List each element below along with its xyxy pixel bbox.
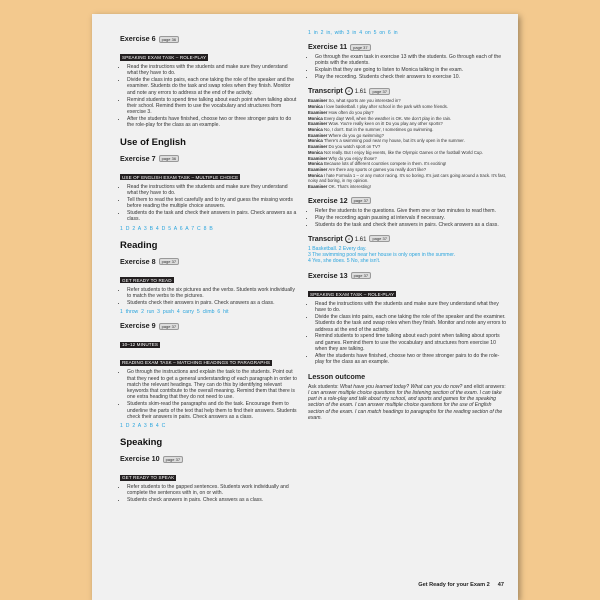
exercise-11-list [308,54,508,80]
list-item: • Read the instructions with the students and make sure they understand what they have to do. [315,301,508,314]
answer-line: 3 The swimming pool near her house is only open in the summer. [308,252,456,259]
speech-text: How often do you play? [327,109,374,115]
page-number: 47 [497,582,504,588]
speaker-name: Examiner [308,109,328,115]
answers: 1 D 2 A 3 B 4 C [120,423,166,430]
exercise-13-title: Exercise 13 page 37 [308,271,508,280]
exercise-12-title: Exercise 12 page 37 [308,196,508,205]
speaker-name: Monica [308,115,323,121]
list-item: • Divide the class into pairs, each one taking the role of the speaker and the examiner. Students do the task and swap roles when they finish. Monitor and note any errors to address at the end of the activity. [315,314,508,333]
speaker-name: Examiner [308,184,328,190]
list-item: • Tell them to read the text carefully and to try and guess the missing words before reading the multiple choice answers. [127,197,298,210]
speaker-name: Examiner [308,98,328,104]
task-label: USE OF ENGLISH EXAM TASK – MULTIPLE CHOICE [122,174,239,180]
lesson-outcome-title: Lesson outcome [308,371,366,381]
exercise-12-list [308,208,508,228]
speaker-name: Monica [308,161,323,167]
speech-text: OK. That's interesting! [327,184,371,190]
exercise-7-title: Exercise 7 page 36 [120,154,298,163]
list-item: • Remind students to spend time talking about each point when talking about their school. Remind them to use the vocabulary and structures from exercise 3. [127,97,298,116]
task-label: SPEAKING EXAM TASK – ROLE-PLAY [310,291,395,297]
page-ref: page 36 [159,155,179,162]
list-item: • Go through the exam task in exercise 13 with the students. Go through each of the points with the students. [315,54,508,67]
page-ref: page 37 [159,258,179,265]
list-item: • Refer the students to the questions. Give them one or two minutes to read them. [315,208,508,214]
speaker-name: Examiner [308,144,328,150]
list-item: • Read the instructions with the students and make sure they understand what they have to do. [127,184,298,197]
speaker-name: Examiner [308,155,328,161]
answer-line: 4 Yes, she does. 5 No, she isn't. [308,258,381,265]
book-page [92,14,518,600]
left-column [120,28,298,504]
answer-line: 1 Basketball. 2 Every day. [308,245,367,252]
transcript-line [308,184,508,190]
list-item: • Students skim-read the paragraphs and do the task. Encourage them to underline the parts of the text that help them to find their answers. Students check their answers in pairs. Check answers as a class. [127,401,298,420]
speaker-name: Examiner [308,132,328,138]
speech-text: Every day! Well, when the weather is OK. We don't play in the rain. [322,115,452,121]
speech-text: Wow. You're really keen on it! Do you play any other sports? [327,121,443,127]
speaker-name: Examiner [308,166,328,172]
exercise-10-title: Exercise 10 page 37 [120,454,298,463]
transcript-title: Transcript ♫ 1.61 page 37 [308,86,508,95]
exercise-8-list [120,287,298,306]
transcript-title: Transcript ♫ 1.61 page 37 [308,234,508,243]
speaker-name: Monica [308,149,323,155]
list-item: • After the students have finished, choose two or three stronger pairs to do the role-play for the class as an example. [315,353,508,366]
transcript [308,98,508,189]
footer-label: Get Ready for your Exam 2 [418,582,490,588]
page-ref: page 37 [369,235,389,242]
page-ref: page 37 [350,44,370,51]
speech-text: I love basketball. I play after school in the park with some friends. [322,104,448,110]
audio-icon: ♫ [345,235,353,243]
page-ref: page 37 [351,197,371,204]
task-label: SPEAKING EXAM TASK – ROLE-PLAY [122,55,207,60]
page-ref: page 37 [163,456,183,463]
speech-text: Where do you go swimming? [327,132,384,138]
list-item: • Remind students to spend time talking about each point when talking about sports and games. Remind them to use the vocabulary and structures from exercise 10 when they are talking. [315,333,508,352]
page-ref: page 37 [351,272,371,279]
section-heading: Use of English [120,136,186,148]
page-ref: page 37 [159,323,179,330]
task-label: GET READY TO SPEAK [122,475,175,481]
exercise-9-title: Exercise 9 page 37 [120,321,298,330]
speech-text: I hate Formula 1 – or any motor racing. It's so boring. It's just cars going around a track. It's fast, noisy and boring, in my opinion. [308,172,507,184]
list-item: • Play the recording. Students check their answers to exercise 10. [315,74,508,80]
list-item: • After the students have finished, choose two or three stronger pairs to do the role-play for the class as an example. [127,116,298,129]
speaker-name: Monica [308,138,323,144]
list-item: • Students do the task and check their answers in pairs. Check answers as a class. [315,222,508,228]
speech-text: Do you watch sport on TV? [327,144,381,150]
speech-text: No, I don't. But in the summer, I sometimes go swimming. [322,126,434,132]
right-column [308,28,508,421]
task-label: READING EXAM TASK – MATCHING HEADINGS TO PARAGRAPHS [122,360,271,366]
time-label: 10–12 MINUTES [122,342,159,348]
section-heading: Reading [120,239,158,251]
exercise-13-list [308,301,508,366]
list-item: • Read the instructions with the students and make sure they understand what they have to do. [127,64,298,77]
list-item: • Refer students to the gapped sentences. Students work individually and complete the sentences with in, on or with. [127,484,298,497]
list-item: • Students check their answers in pairs. Check answers as a class. [127,300,298,306]
exercise-11-title: Exercise 11 page 37 [308,42,508,51]
page-ref: page 36 [159,36,179,43]
exercise-7-list [120,184,298,223]
list-item: • Students check answers in pairs. Check answers as a class. [127,497,298,503]
exercise-10-list [120,484,298,503]
list-item: • Divide the class into pairs, each one taking the role of the speaker and the examiner. Students do the task and swap roles when they finish. Monitor and note any errors to address at the end of the activity. [127,77,298,96]
list-item: • Students do the task and check their answers in pairs. Check answers as a class. [127,210,298,223]
speaker-name: Monica [308,172,323,178]
speech-text: So, what sports are you interested in? [327,98,401,104]
audio-icon: ♫ [345,87,353,95]
answers: 1 in 2 in, with 3 in 4 on 5 on 6 in [308,30,398,36]
transcript-line [308,173,508,184]
speaker-name: Monica [308,104,323,110]
exercise-9-list [120,369,298,420]
page-footer [418,582,504,588]
answers: 1 throw 2 run 3 push 4 carry 5 climb 6 hit [120,309,229,316]
speaker-name: Monica [308,126,323,132]
list-item: • Refer students to the six pictures and the verbs. Students work individually to match the verbs to the pictures. [127,287,298,300]
speaker-name: Examiner [308,121,328,127]
section-heading: Speaking [120,437,163,449]
speech-text: Are there any sports or games you really don't like? [327,166,427,172]
speech-text: Not really. But I enjoy big events, like the Olympic Games or the football World Cup. [322,149,483,155]
exercise-8-title: Exercise 8 page 37 [120,257,298,266]
task-label: GET READY TO READ [122,277,172,283]
speech-text: Because lots of different countries compete in them. It's exciting! [322,161,447,167]
page-ref: page 37 [369,88,389,95]
list-item: • Go through the instructions and explain the task to the students. Point out that they need to get a general understanding of each paragraph in order to match the relevant headings. They can do this by identifying relevant keywords that contribute to the overall meaning. Remind them that there is one extra heading that they do not need to use. [127,369,298,400]
lesson-outcome-text: Ask students: What have you learned today? What can you do now? and elicit answers: I can answer multiple choice questions for the listening section of the exam. I can take part in a role-play and talk about my school, and sports and games for the speaking section of the exam. I can answer multiple choice questions for the use of English section of the exam. I can match headings to paragraphs for the reading section of the exam. [308,383,506,422]
track-number: 1.61 [354,236,367,243]
exercise-6-list [120,64,298,129]
list-item: • Explain that they are going to listen to Monica talking in the exam. [315,67,508,73]
list-item: • Play the recording again pausing at intervals if necessary. [315,215,508,221]
exercise-6-title: Exercise 6 page 36 [120,34,298,43]
answers: 1 D 2 A 3 B 4 D 5 A 6 A 7 C 8 B [120,225,213,232]
track-number: 1.61 [354,89,367,96]
speech-text: Why do you enjoy those? [327,155,377,161]
speech-text: There's a swimming pool near my house, but it's only open in the summer. [322,138,465,144]
